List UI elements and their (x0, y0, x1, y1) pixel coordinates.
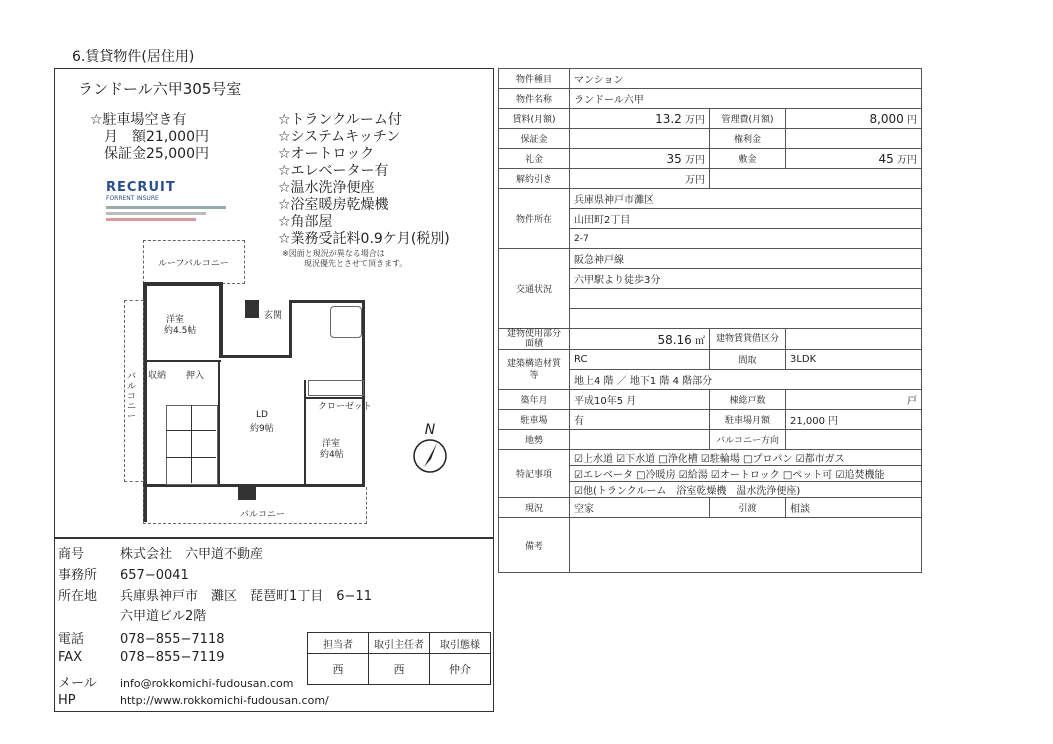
spec-row (499, 149, 922, 169)
floors-value: 地上4 階 ／ 地下1 階 4 階部分 (570, 370, 922, 390)
row-label: 所在地 (58, 589, 98, 604)
feature-line: ☆オートロック (278, 146, 375, 162)
key-money-value: 35 (666, 152, 682, 166)
tatami-area (166, 405, 218, 485)
closet-label: 押入 (186, 371, 205, 381)
security-deposit-label: 敷金 (710, 149, 786, 169)
balcony-label: バルコニー (240, 510, 286, 520)
parking-fee-label: 駐車場月額 (710, 410, 786, 430)
features-line: ☑上水道 ☑下水道 □浄化槽 ☑駐輪場 □プロパン ☑都市ガス (570, 450, 922, 466)
units-value: 戸 (786, 390, 922, 410)
structure-label: 建築構造材質等 (499, 350, 570, 390)
feature-line: ☆トランクルーム付 (278, 112, 402, 128)
feature-line: 月 額21,000円 (104, 129, 209, 145)
rental-category-label: 建物賃貸借区分 (710, 329, 786, 350)
units-label: 棟総戸数 (710, 390, 786, 410)
terrain-label: 地勢 (499, 430, 570, 450)
security-deposit-value: 45 (878, 152, 894, 166)
staff-header: 担当者 (308, 633, 369, 654)
storage-label: 収納 (148, 371, 167, 381)
room-label: LD (256, 410, 268, 420)
spec-row (499, 390, 922, 410)
room-size: 約4帖 (320, 450, 344, 460)
feature-line: ☆角部屋 (278, 214, 333, 230)
company-name-row (58, 543, 263, 562)
phone-row (58, 628, 225, 647)
address-line: 2-7 (570, 229, 922, 249)
deduction-cell (570, 169, 710, 189)
spec-row (499, 109, 922, 129)
wall (219, 282, 223, 357)
rights-label: 権利金 (710, 129, 786, 149)
spec-table (498, 68, 922, 573)
transaction-header: 取引態様 (430, 633, 491, 654)
wall (218, 360, 220, 486)
signature-table (307, 632, 491, 685)
layout-value: 3LDK (786, 350, 922, 370)
fax-row (58, 650, 225, 665)
wall (143, 360, 221, 362)
area-cell (570, 329, 710, 350)
entrance-label: 玄関 (264, 311, 283, 321)
transit-line: 六甲駅より徒歩3分 (570, 269, 922, 289)
rent-cell (570, 109, 710, 129)
parking-value: 有 (570, 410, 710, 430)
row-label: 商号 (58, 547, 85, 562)
row-label: HP (58, 693, 76, 708)
kitchen-counter (308, 380, 364, 396)
roof-balcony-label: ルーフバルコニー (158, 259, 229, 269)
spec-row (499, 189, 922, 209)
transaction-value: 仲介 (430, 654, 491, 685)
feature-line: ☆駐車場空き有 (90, 112, 187, 128)
row-value: 657−0041 (120, 568, 189, 583)
amenity-features (278, 112, 450, 248)
spec-row (499, 69, 922, 89)
status-value: 空家 (570, 498, 710, 518)
staff-value: 西 (308, 654, 369, 685)
wall (289, 300, 364, 303)
area-label: 建物使用部分面積 (499, 329, 570, 350)
structure-value: RC (570, 350, 710, 370)
built-value: 平成10年5 月 (570, 390, 710, 410)
remarks-value (570, 518, 922, 573)
ad-text-line (106, 206, 226, 209)
pillar (245, 300, 259, 318)
feature-line: ☆温水洗浄便座 (278, 180, 375, 196)
transit-line (570, 309, 922, 329)
deduction-label: 解約引き (499, 169, 570, 189)
room-size: 約4.5帖 (164, 326, 197, 336)
layout-label: 間取 (710, 350, 786, 370)
room-label: 洋室 (166, 315, 185, 325)
notice-line: ※図面と現況が異なる場合は (282, 249, 385, 258)
parking-features (90, 112, 209, 163)
feature-line: ☆浴室暖房乾燥機 (278, 197, 389, 213)
office-row (58, 564, 189, 583)
key-money-unit: 万円 (685, 155, 705, 166)
security-deposit-unit: 万円 (897, 155, 917, 166)
room-size: 約9帖 (250, 424, 274, 434)
fee-value: 8,000 (869, 112, 904, 126)
rent-label: 賃料(月額) (499, 109, 570, 129)
recruit-sub: FORRENT INSURE (106, 195, 159, 202)
transit-line: 阪急神戸線 (570, 249, 922, 269)
status-label: 現況 (499, 498, 570, 518)
deposit-label: 保証金 (499, 129, 570, 149)
rights-value (786, 129, 922, 149)
spec-row (499, 89, 922, 109)
row-label: FAX (58, 650, 83, 665)
agent-value: 西 (369, 654, 430, 685)
rental-category-value (786, 329, 922, 350)
ad-text-line (106, 212, 206, 215)
balcony-direction-label: バルコニー方向 (710, 430, 786, 450)
terrain-value (570, 430, 710, 450)
spec-row (499, 329, 922, 350)
row-label: メール (58, 676, 97, 691)
type-label: 物件種目 (499, 69, 570, 89)
features-line: ☑エレベータ □冷暖房 ☑給湯 ☑オートロック □ペット可 ☑追焚機能 (570, 466, 922, 482)
features-line: ☑他(トランクルーム 浴室乾燥機 温水洗浄便座) (570, 482, 922, 498)
name-value: ランドール六甲 (570, 89, 922, 109)
spec-row (499, 450, 922, 466)
address-label: 物件所在 (499, 189, 570, 249)
spec-row (499, 350, 922, 370)
email-link[interactable]: info@rokkomichi-fudousan.com (120, 677, 294, 690)
side-balcony-label: バルコニー (127, 372, 137, 422)
compass (410, 422, 450, 476)
type-value: マンション (570, 69, 922, 89)
row-value: 078−855−7118 (120, 632, 225, 647)
room-label: 洋室 (322, 439, 341, 449)
address-line: 兵庫県神戸市灘区 (570, 189, 922, 209)
row-label: 事務所 (58, 568, 98, 583)
wall (289, 300, 292, 358)
area-unit: ㎡ (695, 335, 705, 347)
bathtub (330, 306, 362, 338)
parking-label: 駐車場 (499, 410, 570, 430)
closet-label: クローゼット (318, 402, 372, 412)
row-value: 078−855−7119 (120, 650, 225, 665)
hp-row (58, 693, 329, 708)
page-title: 6.賃貸物件(居住用) (72, 49, 195, 65)
feature-line: 保証金25,000円 (104, 146, 209, 162)
website-link[interactable]: http://www.rokkomichi-fudousan.com/ (120, 694, 329, 707)
key-money-label: 礼金 (499, 149, 570, 169)
rent-unit: 万円 (685, 115, 705, 126)
fee-unit: 円 (907, 115, 917, 126)
compass-icon (410, 438, 450, 476)
row-value: 六甲道ビル2階 (120, 609, 207, 624)
rent-value: 13.2 (655, 112, 682, 126)
address-row (58, 585, 372, 604)
features-label: 特記事項 (499, 450, 570, 498)
wall (219, 355, 289, 358)
transit-label: 交通状況 (499, 249, 570, 329)
recruit-logo: RECRUIT (106, 180, 176, 195)
address-line: 山田町2丁目 (570, 209, 922, 229)
notice (282, 249, 407, 269)
tatami-line (191, 405, 192, 483)
spec-row (499, 129, 922, 149)
parking-fee-value: 21,000 円 (786, 410, 922, 430)
ad-text-line (106, 218, 196, 221)
name-label: 物件名称 (499, 89, 570, 109)
address-row-2 (58, 605, 206, 624)
spec-row (499, 410, 922, 430)
feature-line: ☆システムキッチン (278, 129, 401, 145)
wall (304, 380, 306, 486)
email-row (58, 672, 294, 691)
fee-label: 管理費(月額) (710, 109, 786, 129)
transit-line (570, 289, 922, 309)
security-deposit-cell (786, 149, 922, 169)
spec-row (499, 498, 922, 518)
handover-value: 相談 (786, 498, 922, 518)
remarks-label: 備考 (499, 518, 570, 573)
agent-header: 取引主任者 (369, 633, 430, 654)
recruit-insurance-ad (106, 172, 236, 230)
spec-row (499, 430, 922, 450)
balcony-direction-value (786, 430, 922, 450)
handover-label: 引渡 (710, 498, 786, 518)
spec-row (499, 169, 922, 189)
area-value: 58.16 (657, 332, 692, 347)
row-value: 株式会社 六甲道不動産 (120, 547, 264, 562)
compass-north-label: N (424, 422, 436, 438)
wall (143, 282, 223, 286)
feature-line: ☆業務受託料0.9ケ月(税別) (278, 231, 450, 247)
empty-cell (710, 169, 922, 189)
row-value: 兵庫県神戸市 灘区 琵琶町1丁目 6−11 (120, 589, 372, 604)
spec-row (499, 518, 922, 573)
row-label: 電話 (58, 632, 85, 647)
fee-cell (786, 109, 922, 129)
notice-line: 現況優先とさせて頂きます。 (304, 259, 408, 268)
feature-line: ☆エレベーター有 (278, 163, 389, 179)
property-name: ランドール六甲305号室 (78, 80, 242, 98)
spec-row (499, 249, 922, 269)
key-money-cell (570, 149, 710, 169)
built-label: 築年月 (499, 390, 570, 410)
deduction-unit: 万円 (685, 175, 705, 186)
deposit-value (570, 129, 710, 149)
